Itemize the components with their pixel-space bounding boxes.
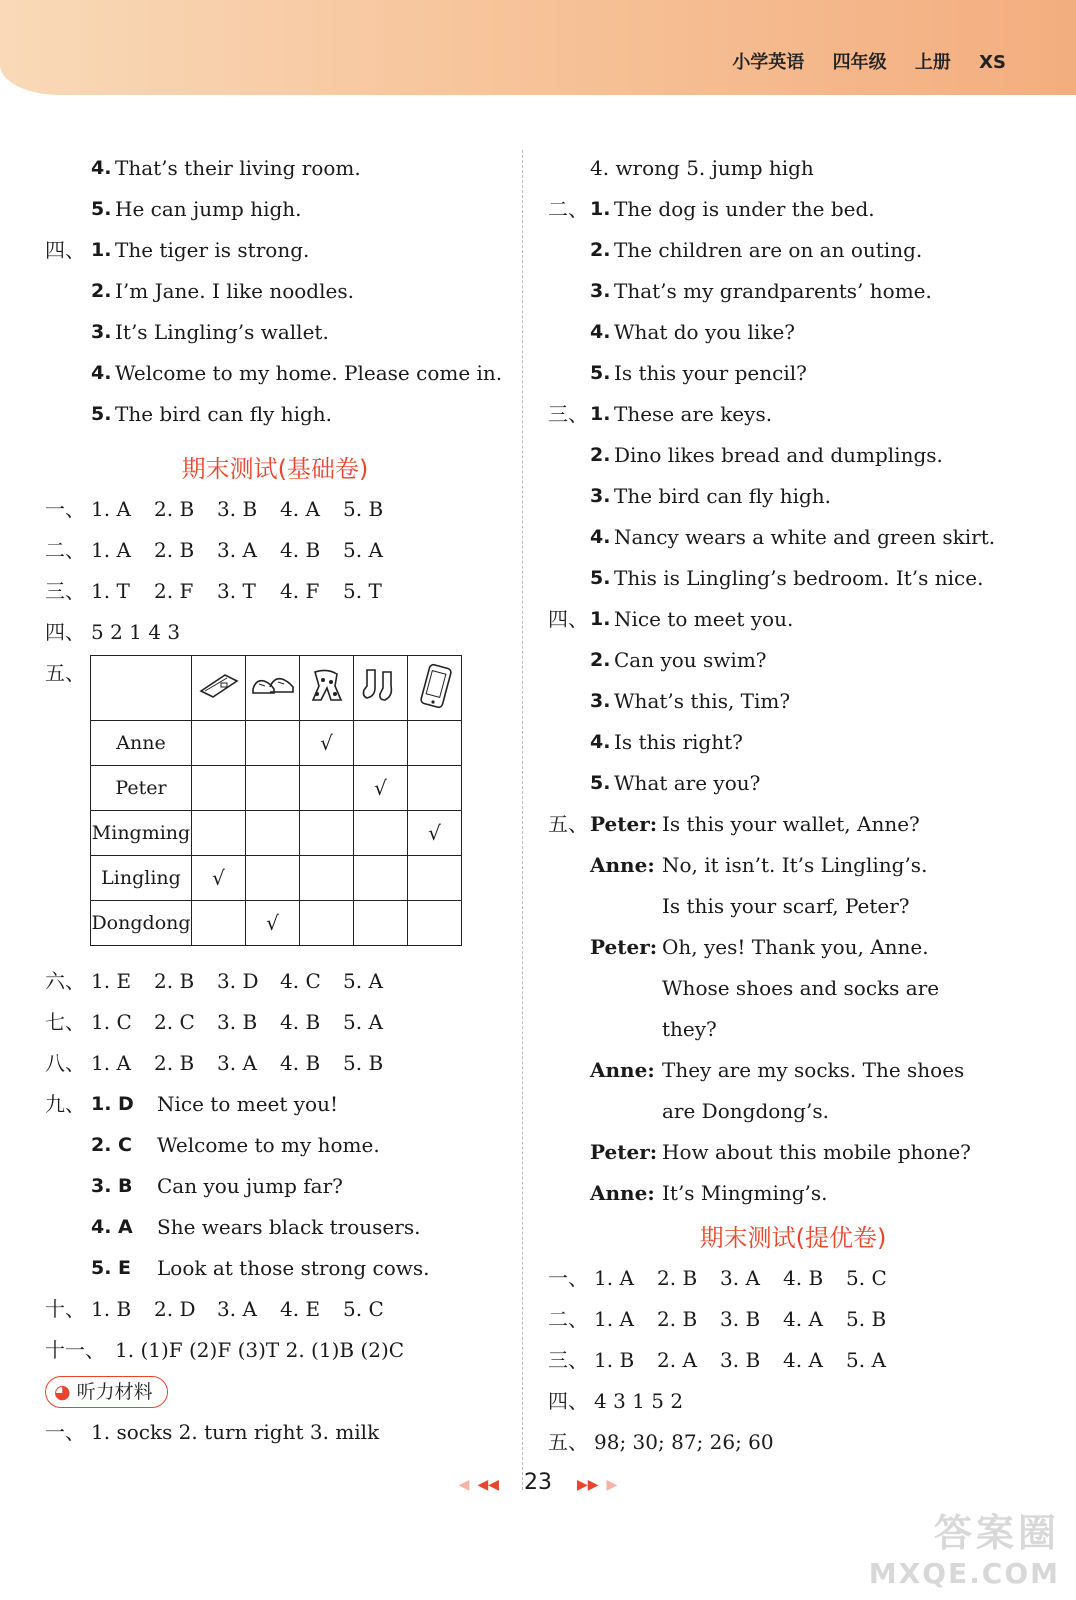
choice-answer: 2. B [154,1051,195,1075]
table-cell [408,856,462,901]
item-number: 5. [91,403,112,425]
item-number: 2. C [91,1134,132,1156]
item-number: 3. [91,321,112,343]
choice-items [91,532,406,568]
item-number: 2. [91,280,112,302]
dialogue-line [548,806,1038,847]
section-label: 七、 [45,1010,85,1034]
listening-tag [45,1376,168,1408]
table-cell [192,766,246,811]
choice-answer: 2. C [154,1010,195,1034]
section-label: 二、 [548,197,588,221]
watermark-logo-text: 答案圈 [933,1511,1060,1555]
choice-answer: 3. A [217,538,257,562]
section-label: 四、 [45,620,85,644]
dialogue-text: are Dongdong’s. [662,1099,829,1123]
person-name: Anne [91,721,192,766]
prev-arrow-icon: ◀◀ [477,1477,499,1493]
choice-row [548,1301,1038,1342]
section-label: 一、 [548,1266,588,1290]
choice-answer: 3. B [217,497,258,521]
choice-answer: 4. C [280,969,321,993]
dialogue-line [548,1011,1038,1052]
choice-answer: 2. B [154,969,195,993]
answer-text: Can you jump far? [157,1174,343,1198]
prev-arrow-icon: ◀ [458,1477,470,1493]
speaker: Peter: [590,1140,658,1164]
section-label: 三、 [548,402,588,426]
answer-text: What’s this, Tim? [614,689,791,713]
item-number: 1. [590,403,611,425]
dialogue-text: How about this mobile phone? [662,1140,971,1164]
choice-items [594,1260,909,1296]
table-cell [408,811,462,856]
answer-line [45,396,505,437]
section-label: 六、 [45,969,85,993]
item-number: 4. [590,321,611,343]
answer-text: What do you like? [614,320,796,344]
choice-answer: 5. B [846,1307,887,1331]
advanced-test-title: 期末测试(提优卷) [699,1224,887,1252]
choice-answer: 2. F [154,579,194,603]
table-header-row [91,656,462,721]
dialogue-text: No, it isn’t. It’s Lingling’s. [662,853,928,877]
choice-row [45,573,505,614]
choice-answer: 4. F [280,579,320,603]
table-cell [192,901,246,946]
choice-answer: 1. E [91,969,132,993]
table-cell [300,766,354,811]
table-cell [354,901,408,946]
choice-answer: 5. T [343,579,382,603]
matching-table-block [45,655,505,963]
choice-items [91,1004,406,1040]
choice-answer: 3. A [217,1297,257,1321]
tick-mark: √ [374,776,387,800]
answer-line [45,355,505,396]
page-footer [0,1470,1076,1495]
section-label: 四、 [548,1389,588,1413]
table-cell [354,811,408,856]
choice-answer: 1. T [91,579,130,603]
table-cell [192,811,246,856]
table-cell [354,721,408,766]
choice-answer: 3. A [720,1266,760,1290]
choice-answer: 4. E [280,1297,321,1321]
eleven-row [45,1332,505,1373]
listening-label: 听力材料 [76,1381,153,1403]
order-row [45,614,505,655]
answer-text: He can jump high. [115,197,302,221]
choice-answer: 4. A [280,497,320,521]
choice-answer: 4. A [783,1307,823,1331]
answer-text: 4. wrong 5. jump high [590,156,814,180]
socks-icon [354,656,408,721]
answer-line [548,642,1038,683]
matching-dialogue-answers [45,1086,505,1291]
choice-answer: 1. C [91,1010,132,1034]
answer-text: Welcome to my home. [157,1133,380,1157]
item-number: 2. [590,649,611,671]
table-row [91,721,462,766]
answer-line [548,355,1038,396]
watermark [869,1502,1060,1590]
item-number: 4. [91,157,112,179]
speaker: Peter: [590,812,658,836]
dialogue-text: they? [662,1017,717,1041]
answer-text: Dino likes bread and dumplings. [614,443,943,467]
item-number: 4. [590,526,611,548]
item-number: 3. [590,690,611,712]
item-number: 4. A [91,1216,133,1238]
choice-answer: 3. T [217,579,256,603]
choice-answer: 5. A [343,969,383,993]
item-number: 2. [590,444,611,466]
section-label: 一、 [45,1420,85,1444]
choice-answer: 4. B [280,1010,321,1034]
choice-answer: 4. B [280,1051,321,1075]
answer-line [548,724,1038,765]
grade: 四年级 [832,52,887,73]
headphones-icon: ◕ [54,1381,71,1403]
tick-mark: √ [428,821,441,845]
choice-answer: 3. A [217,1051,257,1075]
basic-test-title: 期末测试(基础卷) [181,455,369,483]
answer-line [45,1209,505,1250]
answer-text: These are keys. [614,402,773,426]
table-cell [246,901,300,946]
choice-answer: 1. B [91,1297,132,1321]
answer-text: The bird can fly high. [115,402,333,426]
answer-text: Welcome to my home. Please come in. [115,361,503,385]
choice-answer: 4. A [783,1348,823,1372]
choice-row [45,963,505,1004]
answer-text: The bird can fly high. [614,484,832,508]
item-number: 3. B [91,1175,133,1197]
choice-answer: 4. B [783,1266,824,1290]
tick-mark: √ [212,866,225,890]
next-arrow-icon: ▶ [606,1477,618,1493]
choice-answer: 2. D [154,1297,196,1321]
dialogue-text: It’s Mingming’s. [662,1181,828,1205]
table-cell [300,901,354,946]
answer-text: Nice to meet you. [614,607,794,631]
table-row [91,856,462,901]
dialogue-block [548,806,1038,1216]
left-column [45,150,505,1455]
item-number: 1. [91,239,112,261]
item-number: 5. [590,567,611,589]
answer-line [548,150,1038,191]
section-label: 四、 [548,607,588,631]
advanced-choice-answers [548,1260,1038,1383]
item-number: 4. [91,362,112,384]
speaker: Peter: [590,935,658,959]
item-number: 3. [590,280,611,302]
choice-answer: 1. A [91,497,131,521]
eleven-answers: 1. (1)F (2)F (3)T 2. (1)B (2)C [115,1338,405,1362]
section-label: 十一、 [45,1338,105,1362]
shoes-icon [246,656,300,721]
table-cell [300,721,354,766]
choice-answer: 3. B [720,1307,761,1331]
choice-answer: 5. C [343,1297,384,1321]
order-answer: 4 3 1 5 2 [594,1389,684,1413]
numbers-answer: 98; 30; 87; 26; 60 [594,1430,774,1454]
answer-line [548,273,1038,314]
choice-row [548,1260,1038,1301]
table-row [91,766,462,811]
listening-first-row [45,1414,505,1455]
table-cell [354,856,408,901]
corner-cell [91,656,192,721]
column-divider [522,150,523,1490]
choice-row [548,1342,1038,1383]
dialogue-text: Oh, yes! Thank you, Anne. [662,935,929,959]
section-label: 九、 [45,1092,85,1116]
answer-text: The tiger is strong. [115,238,310,262]
choice-answer: 2. B [154,538,195,562]
answer-line [45,1127,505,1168]
person-name: Mingming [91,811,192,856]
answer-text: It’s Lingling’s wallet. [115,320,329,344]
table-cell [300,811,354,856]
choice-answer: 1. A [91,1051,131,1075]
choice-items [91,491,406,527]
watermark-url: MXQE.COM [868,1557,1060,1590]
dialogue-line [548,970,1038,1011]
choice-items [91,573,406,609]
answer-line [45,1086,505,1127]
matching-table [90,655,462,946]
tick-mark: √ [320,731,333,755]
section-label: 五、 [548,812,588,836]
section-label: 二、 [45,538,85,562]
answer-text: Is this your pencil? [614,361,807,385]
answer-text: This is Lingling’s bedroom. It’s nice. [614,566,984,590]
basic-choice-answers-2 [45,963,505,1086]
answer-line [45,1168,505,1209]
answer-line [45,1250,505,1291]
section-label: 一、 [45,497,85,521]
item-number: 1. [590,608,611,630]
item-number: 5. [590,362,611,384]
table-cell [300,856,354,901]
table-cell [246,856,300,901]
dialogue-text: Is this your scarf, Peter? [662,894,910,918]
choice-answer: 2. B [657,1307,698,1331]
choice-items [91,1045,406,1081]
answer-text: I’m Jane. I like noodles. [115,279,354,303]
answer-line [548,396,1038,437]
volume: 上册 [914,52,951,73]
right-column [548,150,1038,1465]
section-label: 十、 [45,1297,85,1321]
section-label: 五、 [548,1430,588,1454]
choice-answer: 1. A [594,1266,634,1290]
choice-answer: 1. A [594,1307,634,1331]
choice-row [45,1004,505,1045]
speaker: Anne: [590,1181,655,1205]
answer-line [548,519,1038,560]
item-number: 1. D [91,1093,134,1115]
dialogue-line [548,1052,1038,1093]
choice-items [594,1342,909,1378]
answer-line [548,191,1038,232]
answer-line [548,232,1038,273]
answer-line [548,560,1038,601]
choice-items [91,963,406,999]
answer-text: The children are on an outing. [614,238,923,262]
choice-row [45,532,505,573]
answer-text: Nice to meet you! [157,1092,339,1116]
page-number: 23 [524,1470,552,1495]
table-cell [246,766,300,811]
table-cell [408,766,462,811]
answer-line [548,478,1038,519]
table-cell [192,856,246,901]
dialogue-line [548,1093,1038,1134]
person-name: Dongdong [91,901,192,946]
ten-answers [91,1291,406,1327]
choice-answer: 5. A [343,1010,383,1034]
ten-row [45,1291,505,1332]
speaker: Anne: [590,853,655,877]
answer-text: Look at those strong cows. [157,1256,430,1280]
item-number: 1. [590,198,611,220]
choice-answer: 3. B [720,1348,761,1372]
table-cell [354,766,408,811]
choice-row [45,491,505,532]
section-label: 二、 [548,1307,588,1331]
section-label: 四、 [45,238,85,262]
table-row [91,901,462,946]
table-cell [408,901,462,946]
numbers-row [548,1424,1038,1465]
answer-text: That’s their living room. [115,156,361,180]
scarf-icon [300,656,354,721]
answer-line [45,273,505,314]
dialogue-line [548,1134,1038,1175]
dialogue-line [548,888,1038,929]
item-number: 4. [590,731,611,753]
dialogue-line [548,847,1038,888]
choice-items [594,1301,909,1337]
choice-answer: 1. A [91,538,131,562]
item-number: 5. [590,772,611,794]
choice-answer: 5. B [343,1051,384,1075]
section-label: 八、 [45,1051,85,1075]
edition: XS [979,52,1006,73]
answer-text: The dog is under the bed. [614,197,875,221]
answer-text: She wears black trousers. [157,1215,421,1239]
answer-line [45,232,505,273]
dialogue-line [548,929,1038,970]
item-number: 2. [590,239,611,261]
choice-answer: 5. A [343,538,383,562]
section-label: 三、 [548,1348,588,1372]
right-answers [548,150,1038,806]
table-cell [246,811,300,856]
answer-text: Is this right? [614,730,743,754]
answer-text: Nancy wears a white and green skirt. [614,525,996,549]
choice-answer: 2. A [657,1348,697,1372]
speaker: Anne: [590,1058,655,1082]
item-number: 5. E [91,1257,132,1279]
dialogue-line [548,1175,1038,1216]
table-row [91,811,462,856]
dialogue-text: Is this your wallet, Anne? [662,812,920,836]
section-label: 五、 [45,661,85,685]
answer-line [45,191,505,232]
choice-answer: 1. B [594,1348,635,1372]
answer-line [548,765,1038,806]
table-cell [192,721,246,766]
item-number: 3. [590,485,611,507]
subject: 小学英语 [732,52,805,73]
order-answer: 5 2 1 4 3 [91,620,181,644]
person-name: Peter [91,766,192,811]
book-info [710,48,1006,74]
table-cell [408,721,462,766]
answer-text: What are you? [614,771,761,795]
tick-mark: √ [266,911,279,935]
wallet-icon [192,656,246,721]
answer-line [45,150,505,191]
order-row [548,1383,1038,1424]
choice-answer: 4. B [280,538,321,562]
answer-line [548,601,1038,642]
listening-label-row [45,1373,505,1414]
dialogue-text: They are my socks. The shoes [662,1058,965,1082]
left-top-answers [45,150,505,437]
listening-answers: 1. socks 2. turn right 3. milk [91,1420,380,1444]
choice-answer: 2. B [154,497,195,521]
mobile-phone-icon [408,656,462,721]
choice-answer: 5. B [343,497,384,521]
answer-line [548,314,1038,355]
choice-answer: 5. A [846,1348,886,1372]
table-cell [246,721,300,766]
basic-choice-answers [45,491,505,614]
answer-line [548,437,1038,478]
choice-answer: 2. B [657,1266,698,1290]
person-name: Lingling [91,856,192,901]
section-label: 三、 [45,579,85,603]
choice-answer: 5. C [846,1266,887,1290]
choice-row [45,1045,505,1086]
choice-answer: 3. B [217,1010,258,1034]
answer-text: Can you swim? [614,648,767,672]
answer-line [45,314,505,355]
next-arrow-icon: ▶▶ [577,1477,599,1493]
answer-line [548,683,1038,724]
answer-text: That’s my grandparents’ home. [614,279,932,303]
item-number: 5. [91,198,112,220]
dialogue-text: Whose shoes and socks are [662,976,940,1000]
choice-answer: 3. D [217,969,259,993]
